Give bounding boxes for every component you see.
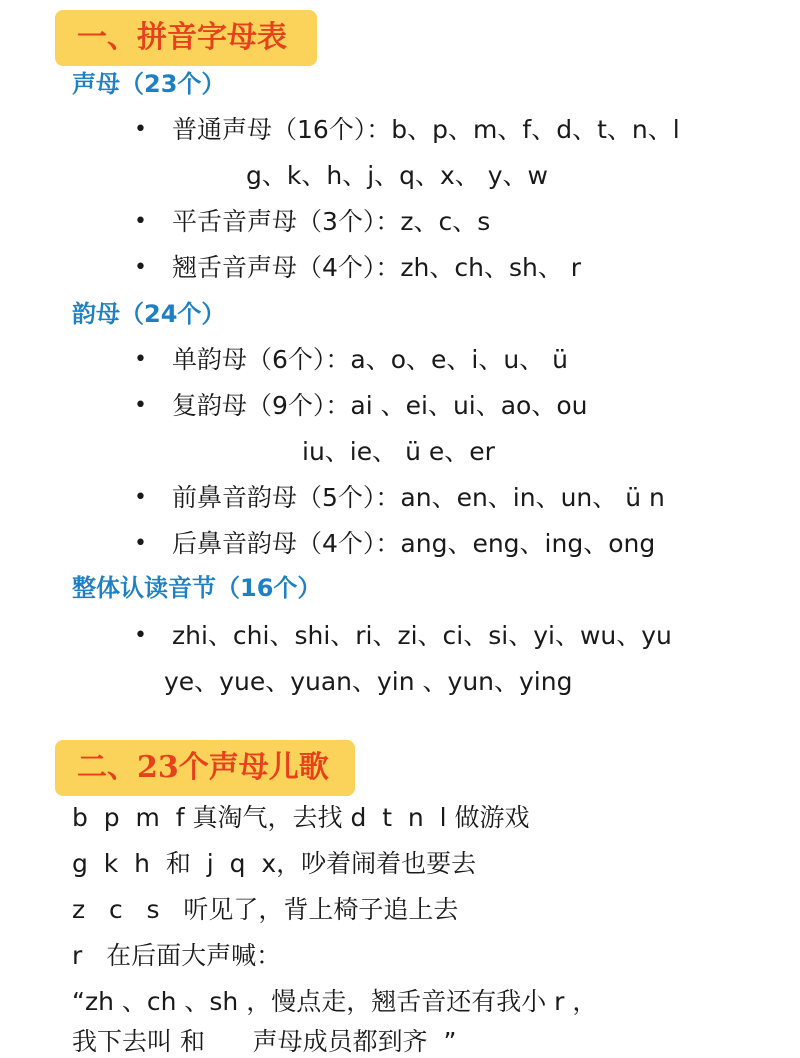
- bullet: •: [134, 531, 147, 556]
- bullet: •: [134, 393, 147, 418]
- whole-syllables-line-1: zhi、chi、shi、ri、zi、ci、si、yi、wu、yu: [172, 621, 672, 650]
- whole-syllables-heading: 整体认读音节（16个）: [72, 574, 322, 602]
- rhyme-line: g k h 和 j q x，吵着闹着也要去: [72, 849, 477, 878]
- rhyme-line: b p m f 真淘气，去找 d t n l 做游戏: [72, 803, 530, 832]
- finals-simple: 单韵母（6个）：a、o、e、i、u、 ü: [172, 345, 568, 374]
- bullet: •: [134, 623, 147, 648]
- bullet: •: [134, 209, 147, 234]
- whole-syllables-line-2: ye、yue、yuan、yin 、yun、ying: [164, 667, 573, 696]
- bullet: •: [134, 117, 147, 142]
- finals-compound-cont: iu、ie、 ü e、er: [302, 437, 495, 466]
- bullet: •: [134, 347, 147, 372]
- initials-common-cont: g、k、h、j、q、x、 y、w: [246, 161, 548, 190]
- section-title-2: 二、23个声母儿歌: [55, 740, 355, 796]
- finals-compound: 复韵母（9个）：ai 、ei、ui、ao、ou: [172, 391, 588, 420]
- rhyme-line: r 在后面大声喊：: [72, 941, 282, 970]
- finals-heading: 韵母（24个）: [72, 300, 226, 328]
- bullet: •: [134, 485, 147, 510]
- rhyme-line: “zh 、ch 、sh ，慢点走，翘舌音还有我小 r ，: [72, 987, 598, 1016]
- rhyme-line: 我下去叫 和 声母成员都到齐 ”: [72, 1027, 457, 1056]
- initials-common-line: 普通声母（16个）：b、p、m、f、d、t、n、l: [172, 115, 680, 144]
- finals-back-nasal: 后鼻音韵母（4个）：ang、eng、ing、ong: [172, 529, 656, 558]
- initials-retroflex: 翘舌音声母（4个）：zh、ch、sh、 r: [172, 253, 582, 282]
- rhyme-line: z c s 听见了，背上椅子追上去: [72, 895, 459, 924]
- finals-front-nasal: 前鼻音韵母（5个）：an、en、in、un、 ü n: [172, 483, 665, 512]
- bullet: •: [134, 255, 147, 280]
- initials-heading: 声母（23个）: [72, 70, 226, 98]
- initials-flat-tongue: 平舌音声母（3个）：z、c、s: [172, 207, 491, 236]
- section-title-1: 一、拼音字母表: [55, 10, 317, 66]
